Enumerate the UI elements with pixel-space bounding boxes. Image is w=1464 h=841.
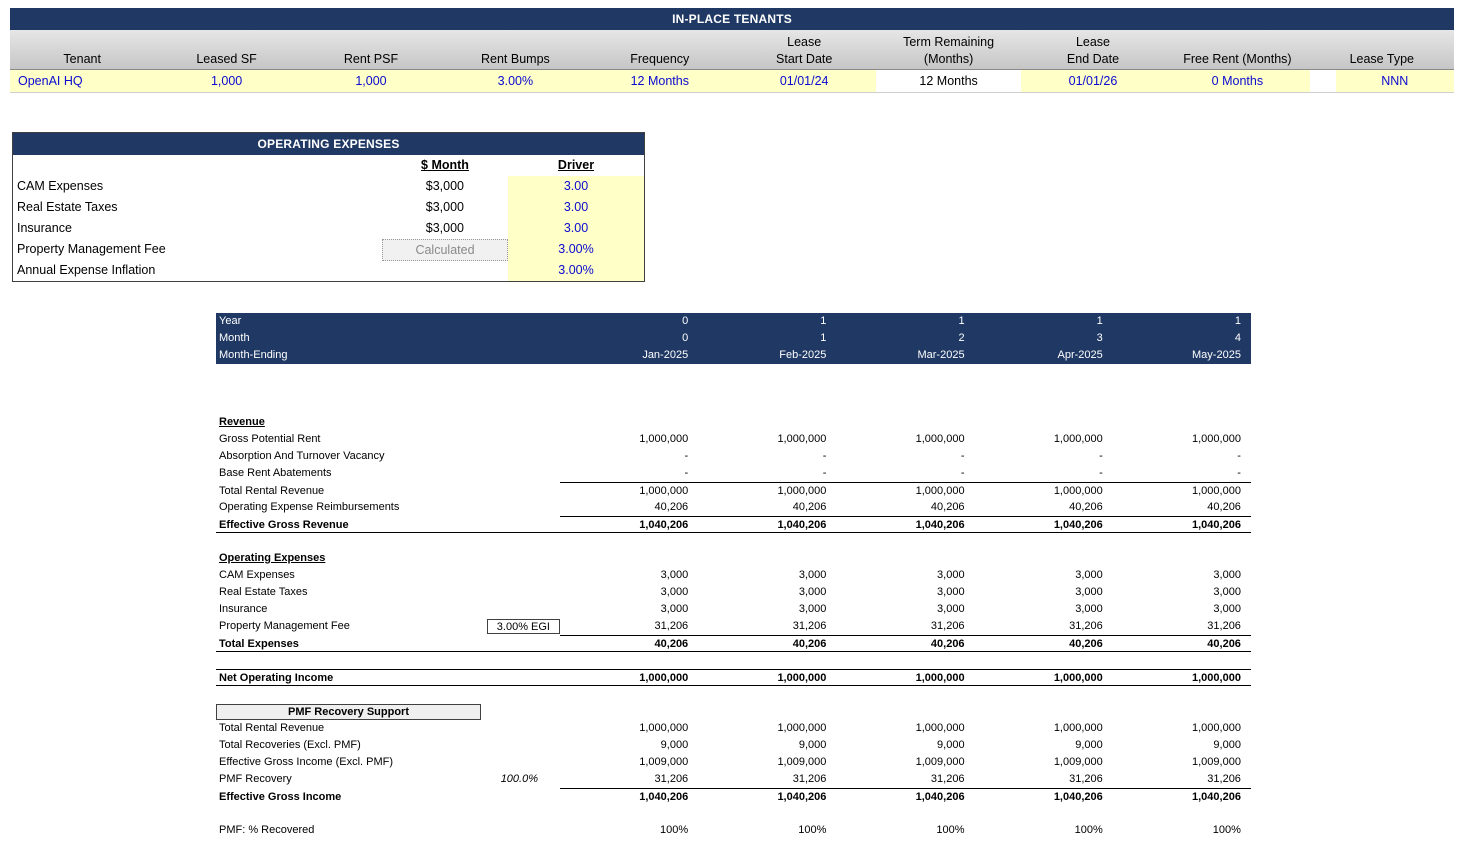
row-label: Net Operating Income (219, 672, 334, 684)
pmf-support-title: PMF Recovery Support (216, 704, 481, 720)
row-effective-gross-revenue (216, 516, 1251, 533)
cell: Feb-2025 (779, 349, 827, 361)
row-net-operating-income (216, 669, 1251, 686)
cell: 9,000 (937, 739, 965, 751)
cell: 1,000,000 (975, 482, 1113, 500)
cell: 40,206 (930, 501, 965, 513)
opex-row-pmf (13, 239, 644, 260)
cell: 1,009,000 (915, 756, 965, 768)
header-line1: Term Remaining (903, 35, 995, 49)
header-line1 (299, 30, 443, 51)
row-label: Annual Expense Inflation (17, 263, 156, 277)
row-label: Insurance (219, 603, 268, 615)
row-label: Real Estate Taxes (17, 200, 118, 214)
cell: 1,000,000 (1192, 433, 1241, 445)
row-label: CAM Expenses (17, 179, 104, 193)
row-label (216, 618, 560, 635)
pmf-recovery-pct-note: 100.0% (500, 773, 538, 785)
opex-col-driver: Driver (557, 158, 595, 172)
opex-spacer (13, 155, 382, 176)
header-line2: Rent Bumps (481, 52, 550, 66)
cell: - (1099, 467, 1103, 479)
tenant-name-cell[interactable]: OpenAI HQ (10, 70, 154, 92)
free-rent-cell[interactable]: 0 Months (1165, 70, 1309, 92)
driver-input-cell[interactable]: 3.00 (508, 176, 644, 197)
row-egi-excl-pmf (216, 754, 1251, 771)
cell: 9,000 (1075, 739, 1103, 751)
cell: 1 (820, 315, 827, 327)
cell: 1,000,000 (836, 482, 974, 500)
cell: 1,000,000 (639, 433, 689, 445)
cell: - (1099, 450, 1103, 462)
tenant-row (10, 70, 1454, 93)
cell: Jan-2025 (642, 349, 689, 361)
cell: 1,040,206 (560, 516, 698, 534)
lease-end-cell[interactable]: 01/01/26 (1021, 70, 1165, 92)
cell: 1,000,000 (915, 433, 965, 445)
cell: - (684, 467, 689, 479)
cell: - (1237, 467, 1241, 479)
row-effective-gross-income (216, 788, 1251, 805)
frequency-cell[interactable]: 12 Months (588, 70, 732, 92)
row-label: Property Management Fee (17, 242, 166, 256)
cell: 31,206 (792, 773, 827, 785)
header-label: Year (219, 315, 242, 327)
section-label: Revenue (219, 416, 265, 428)
cell: 9,000 (798, 739, 827, 751)
cell: 100% (660, 824, 689, 836)
row-base-rent-abatements (216, 465, 1251, 482)
cell: 3,000 (937, 603, 965, 615)
col-header-tenant (10, 30, 154, 70)
row-label (216, 771, 560, 788)
cell: 1,000,000 (1053, 433, 1103, 445)
cell: 1 (958, 315, 965, 327)
cell: 1,000,000 (915, 722, 965, 734)
header-line2: (Months) (923, 52, 974, 66)
cell: 1,000,000 (1113, 482, 1251, 500)
col-header-rent-psf (299, 30, 443, 70)
row-label: Effective Gross Income (Excl. PMF) (219, 756, 394, 768)
cell: 1,009,000 (1053, 756, 1103, 768)
opex-title: OPERATING EXPENSES (13, 133, 644, 155)
cell: 1,000,000 (777, 672, 827, 684)
col-header-leased-sf (154, 30, 298, 70)
row-label-text: Property Management Fee (219, 620, 350, 632)
opex-row-taxes (13, 197, 644, 218)
header-label: Month (219, 332, 250, 344)
cell: 1,000,000 (777, 722, 827, 734)
row-label-text: PMF Recovery (219, 773, 292, 785)
spacer (216, 652, 1251, 669)
cell: 3,000 (660, 586, 689, 598)
row-property-management-fee (216, 618, 1251, 635)
header-line1 (10, 30, 154, 51)
driver-input-cell[interactable]: 3.00 (508, 218, 644, 239)
in-place-tenants-table (10, 8, 1454, 93)
cell: 0 (682, 315, 689, 327)
cell: 100% (1212, 824, 1241, 836)
row-cam-expenses (216, 567, 1251, 584)
row-label: Operating Expense Reimbursements (219, 501, 400, 513)
header-month-ending-row (216, 347, 1251, 364)
row-label: Gross Potential Rent (219, 433, 321, 445)
cell: 40,206 (975, 635, 1113, 653)
col-header-free-rent (1165, 30, 1309, 70)
col-header-rent-bumps (443, 30, 587, 70)
header-line2: End Date (1066, 52, 1120, 66)
cell: 3 (1096, 332, 1103, 344)
cell: 1,000,000 (1053, 722, 1103, 734)
header-line2: Lease Type (1349, 52, 1414, 66)
header-line2: Frequency (630, 52, 690, 66)
tenants-title: IN-PLACE TENANTS (10, 8, 1454, 30)
cell: 100% (936, 824, 965, 836)
cell: 9,000 (1213, 739, 1241, 751)
cell: 1,000,000 (639, 722, 689, 734)
col-header-term-remaining (876, 30, 1020, 70)
cell: 3,000 (937, 569, 965, 581)
col-header-lease-end (1021, 30, 1165, 70)
cell: 40,206 (792, 501, 827, 513)
cell: 40,206 (698, 635, 836, 653)
spacer (216, 364, 1251, 414)
header-line1 (1310, 30, 1454, 51)
cell: 1,000,000 (1192, 672, 1241, 684)
month-cell: $3,000 (425, 200, 464, 214)
cell: 2 (958, 332, 965, 344)
term-remaining-cell: 12 Months (876, 70, 1020, 92)
header-line1 (154, 30, 298, 51)
cell: 1 (820, 332, 827, 344)
operating-expenses-table (12, 132, 645, 282)
row-label: Insurance (17, 221, 72, 235)
row-real-estate-taxes (216, 584, 1251, 601)
cell: 31,206 (654, 620, 689, 632)
row-label: CAM Expenses (219, 569, 295, 581)
header-month-row (216, 330, 1251, 347)
header-line1 (1165, 30, 1309, 51)
header-line2: Leased SF (196, 52, 257, 66)
opex-col-month: $ Month (421, 158, 469, 172)
cell: 31,206 (1207, 620, 1241, 632)
cell: 3,000 (798, 586, 827, 598)
cell: 31,206 (654, 773, 689, 785)
header-line2: Rent PSF (343, 52, 399, 66)
row-total-rental-revenue (216, 482, 1251, 499)
cell: 1,000,000 (915, 672, 965, 684)
row-label: PMF: % Recovered (219, 824, 315, 836)
cashflow-table (216, 313, 1251, 839)
cell: 1,000,000 (1053, 672, 1103, 684)
cell: 40,206 (1113, 635, 1251, 653)
section-label: Operating Expenses (219, 552, 326, 564)
cell: 3,000 (798, 569, 827, 581)
cell: 1,040,206 (698, 788, 836, 806)
cell: - (684, 450, 689, 462)
rent-psf-cell[interactable]: 1,000 (299, 70, 443, 92)
cell: 40,206 (560, 635, 698, 653)
month-cell: $3,000 (425, 221, 464, 235)
leased-sf-cell[interactable]: 1,000 (154, 70, 298, 92)
header-line1 (588, 30, 732, 51)
cell: 3,000 (798, 603, 827, 615)
row-label: Total Rental Revenue (219, 722, 325, 734)
row-label: Absorption And Turnover Vacancy (219, 450, 385, 462)
row-label: Effective Gross Revenue (219, 518, 349, 531)
cell: Apr-2025 (1057, 349, 1103, 361)
cell: 1,040,206 (560, 788, 698, 806)
pmf-support-box-wrap (216, 703, 560, 720)
row-label: Base Rent Abatements (219, 467, 332, 479)
row-label: Effective Gross Income (219, 790, 342, 803)
opex-row-insurance (13, 218, 644, 239)
cell: 40,206 (1069, 501, 1103, 513)
cell: 40,206 (1207, 501, 1241, 513)
rent-bumps-cell[interactable]: 3.00% (443, 70, 587, 92)
row-label: Total Recoveries (Excl. PMF) (219, 739, 361, 751)
section-revenue (216, 414, 1251, 431)
cell: 31,206 (1069, 620, 1103, 632)
cell: 1,009,000 (777, 756, 827, 768)
cell: 3,000 (1075, 586, 1103, 598)
cell: 3,000 (1213, 586, 1241, 598)
header-line2: Start Date (776, 52, 833, 66)
row-insurance (216, 601, 1251, 618)
cell: - (960, 467, 965, 479)
header-line1: Lease (1075, 35, 1111, 49)
row-pmf-recovery (216, 771, 1251, 788)
cell: 3,000 (1075, 569, 1103, 581)
cell: - (822, 450, 827, 462)
cell: 1,000,000 (1192, 722, 1241, 734)
cell: 9,000 (660, 739, 689, 751)
cell: 3,000 (1213, 569, 1241, 581)
cell: 1,040,206 (1113, 788, 1251, 806)
spacer (216, 533, 1251, 550)
header-line1 (443, 30, 587, 51)
row-opex-reimbursements (216, 499, 1251, 516)
driver-input-cell[interactable]: 3.00% (508, 260, 644, 281)
cell: 4 (1234, 332, 1241, 344)
cell: 1,040,206 (975, 788, 1113, 806)
cell: 3,000 (937, 586, 965, 598)
header-line1: Lease (787, 35, 822, 49)
cell: 1,000,000 (639, 672, 689, 684)
cell: 31,206 (792, 620, 827, 632)
row-pmf-pct-recovered (216, 822, 1251, 839)
cell: 31,206 (930, 620, 965, 632)
calculated-cell: Calculated (382, 239, 508, 261)
row-label: Total Rental Revenue (219, 484, 325, 497)
cell: 1,040,206 (836, 788, 974, 806)
col-header-frequency (588, 30, 732, 70)
spacer (216, 805, 1251, 822)
cell: 1,009,000 (1192, 756, 1241, 768)
section-operating-expenses (216, 550, 1251, 567)
header-year-row (216, 313, 1251, 330)
cell: 31,206 (1207, 773, 1241, 785)
cell: 1,040,206 (836, 516, 974, 534)
driver-input-cell[interactable]: 3.00% (508, 239, 644, 261)
cell: 1 (1234, 315, 1241, 327)
cell: 1,009,000 (639, 756, 689, 768)
cell: 3,000 (660, 569, 689, 581)
cell: Mar-2025 (917, 349, 965, 361)
header-line2: Tenant (63, 52, 101, 66)
cell: 0 (682, 332, 689, 344)
row-total-recoveries-excl-pmf (216, 737, 1251, 754)
cell: 3,000 (1213, 603, 1241, 615)
cell: - (822, 467, 827, 479)
cell: - (1237, 450, 1241, 462)
pmf-egi-note: 3.00% EGI (487, 619, 560, 634)
cell: 1 (1096, 315, 1103, 327)
cell: 1,040,206 (698, 516, 836, 534)
tenants-header-row (10, 30, 1454, 70)
opex-column-headers (13, 155, 644, 176)
lease-start-cell[interactable]: 01/01/24 (732, 70, 876, 92)
row-total-expenses (216, 635, 1251, 652)
lease-type-cell[interactable]: NNN (1310, 70, 1454, 92)
cell: 31,206 (1069, 773, 1103, 785)
col-header-lease-start (732, 30, 876, 70)
row-label: Real Estate Taxes (219, 586, 308, 598)
cell: May-2025 (1192, 349, 1241, 361)
cell: 1,000,000 (560, 482, 698, 500)
cell: 100% (1074, 824, 1103, 836)
cell: 100% (798, 824, 827, 836)
cell: 31,206 (930, 773, 965, 785)
opex-row-inflation (13, 260, 644, 281)
row-absorption-turnover-vacancy (216, 448, 1251, 465)
cell: 40,206 (654, 501, 689, 513)
spacer (216, 686, 1251, 703)
month-cell: $3,000 (425, 179, 464, 193)
cell: 3,000 (1075, 603, 1103, 615)
driver-input-cell[interactable]: 3.00 (508, 197, 644, 218)
month-cell (382, 260, 508, 281)
cell: 1,000,000 (777, 433, 827, 445)
row-gross-potential-rent (216, 431, 1251, 448)
cell: 1,000,000 (698, 482, 836, 500)
col-header-lease-type (1310, 30, 1454, 70)
cell: 1,040,206 (1113, 516, 1251, 534)
cell: 1,040,206 (975, 516, 1113, 534)
row-label: Total Expenses (219, 637, 299, 650)
row-total-rental-revenue-support (216, 720, 1251, 737)
cell: - (960, 450, 965, 462)
cell: 3,000 (660, 603, 689, 615)
header-label: Month-Ending (219, 349, 288, 361)
row-pmf-recovery-support-header (216, 703, 1251, 720)
opex-row-cam (13, 176, 644, 197)
header-line2: Free Rent (Months) (1183, 52, 1292, 66)
cell: 40,206 (836, 635, 974, 653)
